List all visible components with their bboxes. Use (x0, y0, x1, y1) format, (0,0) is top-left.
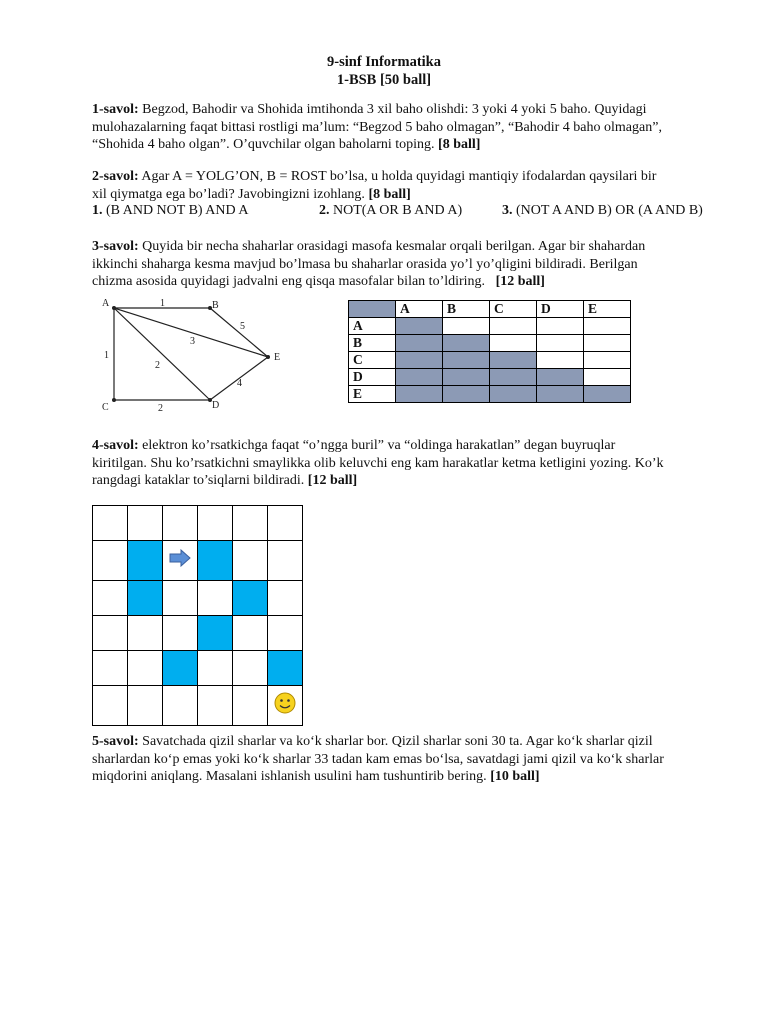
question-5 (92, 733, 732, 786)
q2-option-1-num: 1. (92, 203, 103, 218)
maze-row (93, 541, 303, 581)
maze-obstacle-cell (268, 651, 303, 686)
table-row (349, 369, 631, 386)
q5-line-2: sharlardan ko‘p emas yoki ko‘k sharlar 33 tadan kam emas bo‘lsa, savatdagi jami qizil va ko‘k sharlar (92, 751, 664, 767)
table-row (349, 386, 631, 403)
node-e (266, 355, 270, 359)
node-label-b: B (212, 300, 219, 311)
maze-cell (128, 506, 163, 541)
q2-points: [8 ball] (368, 186, 411, 202)
q2-option-2-text: NOT(A OR B AND A) (333, 203, 463, 218)
col-header: A (396, 301, 443, 318)
maze-obstacle-cell (163, 651, 198, 686)
q4-line-1: elektron ko’rsatkichga faqat “o’ngga buril” va “oldinga harakatlan” degan buyruqlar (142, 438, 616, 453)
q2-options (92, 203, 742, 221)
table-cell-shaded (396, 335, 443, 352)
q2-option-1 (92, 203, 248, 219)
table-row (349, 352, 631, 369)
maze-cell (93, 651, 128, 686)
distance-table (348, 300, 631, 403)
q3-line-3: chizma asosida quyidagi jadvalni eng qisqa masofalar bilan to’ldiring. (92, 274, 486, 289)
maze-row (93, 581, 303, 616)
q2-option-1-text: (B AND NOT B) AND A (106, 203, 249, 218)
node-label-d: D (212, 400, 220, 411)
maze-obstacle-cell (128, 541, 163, 581)
node-label-a: A (102, 298, 110, 309)
table-cell-empty (537, 335, 584, 352)
q1-line-3: “Shohida 4 baho olgan”. O’quvchilar olgan baholarni toping. (92, 137, 435, 152)
weight-b-e: 5 (240, 321, 245, 332)
maze-cell (128, 651, 163, 686)
table-row (349, 318, 631, 335)
maze-cell (93, 686, 128, 726)
weight-d-e: 4 (237, 378, 242, 389)
table-cell-empty (490, 335, 537, 352)
edge-a-d (114, 308, 210, 400)
smiley-icon (268, 686, 302, 720)
q4-line-2: kiritilgan. Shu ko’rsatkichni smaylikka olib keluvchi eng kam harakatlar ketma ketligini yozing. Ko’k (92, 455, 664, 471)
table-cell-empty (537, 352, 584, 369)
maze-cell (268, 541, 303, 581)
table-cell-shaded (396, 369, 443, 386)
maze-cell (93, 541, 128, 581)
table-cell-shaded (537, 369, 584, 386)
table-header-row (349, 301, 631, 318)
q5-label: 5-savol: (92, 734, 139, 749)
question-4 (92, 437, 732, 490)
maze-cell (268, 616, 303, 651)
table-cell-shaded (584, 386, 631, 403)
edge-a-e (114, 308, 268, 357)
q2-label: 2-savol: (92, 169, 139, 184)
table-cell-shaded (396, 386, 443, 403)
weight-a-e: 3 (190, 336, 195, 347)
q5-line-3: miqdorini aniqlang. Masalani ishlanish usulini ham tushuntirib bering. (92, 769, 487, 784)
q2-line-1: Agar A = YOLG’ON, B = ROST bo’lsa, u holda quyidagi mantiqiy ifodalardan qaysilari bir (141, 169, 657, 184)
weight-a-c: 1 (104, 350, 109, 361)
maze-cell (198, 581, 233, 616)
maze-cell (268, 506, 303, 541)
table-cell-shaded (443, 386, 490, 403)
table-cell-shaded (396, 318, 443, 335)
q2-option-2-num: 2. (319, 203, 330, 218)
maze-cell (163, 616, 198, 651)
row-header: A (349, 318, 396, 335)
maze-cell (268, 581, 303, 616)
table-cell-shaded (490, 386, 537, 403)
col-header: B (443, 301, 490, 318)
maze-cell (163, 686, 198, 726)
question-1 (92, 101, 732, 154)
maze-obstacle-cell (233, 581, 268, 616)
q4-points: [12 ball] (307, 473, 358, 488)
q3-line-2: ikkinchi shaharga kesma mavjud bo’lmasa bu shaharlar orasida yo’l yo’qligini bildiradi. Berilgan (92, 256, 638, 272)
table-cell-empty (443, 318, 490, 335)
maze-cell (233, 616, 268, 651)
table-cell-empty (584, 352, 631, 369)
maze-cell (128, 616, 163, 651)
maze-obstacle-cell (128, 581, 163, 616)
arrow-right-icon (163, 541, 197, 575)
q5-line-1: Savatchada qizil sharlar va ko‘k sharlar bor. Qizil sharlar soni 30 ta. Agar ko‘k sharlar qizil (142, 734, 653, 749)
maze-cell (198, 686, 233, 726)
maze-cell (163, 581, 198, 616)
col-header: C (490, 301, 537, 318)
q3-points: [12 ball] (495, 274, 545, 289)
q1-line-2: mulohazalarning faqat bittasi rostligi ma’lum: “Begzod 5 baho olmagan”, “Bahodir 4 baho olmagan”, (92, 119, 662, 135)
maze-row (93, 686, 303, 726)
node-c (112, 398, 116, 402)
maze-cell (128, 686, 163, 726)
maze-cell (93, 581, 128, 616)
table-cell-shaded (443, 369, 490, 386)
maze-start-cell (163, 541, 198, 581)
maze-cell (233, 506, 268, 541)
doc-subtitle: 1-BSB [50 ball] (336, 72, 432, 88)
maze-cell (233, 541, 268, 581)
maze-cell (93, 616, 128, 651)
q2-option-3 (502, 203, 703, 219)
weight-a-d: 2 (155, 360, 160, 371)
row-header: B (349, 335, 396, 352)
col-header: D (537, 301, 584, 318)
q1-label: 1-savol: (92, 102, 139, 117)
q2-line-2: xil qiymatga ega bo’ladi? Javobingizni izohlang. (92, 186, 365, 202)
maze-cell (198, 651, 233, 686)
q1-points: [8 ball] (438, 137, 481, 152)
maze-cell (233, 686, 268, 726)
node-label-c: C (102, 402, 109, 413)
table-cell-shaded (490, 369, 537, 386)
q4-line-3: rangdagi kataklar to’siqlarni bildiradi. (92, 473, 305, 488)
table-cell-shaded (537, 386, 584, 403)
row-header: D (349, 369, 396, 386)
maze-obstacle-cell (198, 541, 233, 581)
maze-goal-cell (268, 686, 303, 726)
q2-option-3-text: (NOT A AND B) OR (A AND B) (516, 203, 703, 218)
col-header: E (584, 301, 631, 318)
maze-row (93, 506, 303, 541)
row-header: C (349, 352, 396, 369)
maze-row (93, 616, 303, 651)
maze-obstacle-cell (198, 616, 233, 651)
maze-cell (163, 506, 198, 541)
table-cell-empty (537, 318, 584, 335)
table-cell-empty (584, 335, 631, 352)
table-corner (349, 301, 396, 318)
row-header: E (349, 386, 396, 403)
table-cell-shaded (396, 352, 443, 369)
table-cell-shaded (443, 335, 490, 352)
table-cell-empty (584, 369, 631, 386)
node-label-e: E (274, 352, 281, 363)
table-cell-shaded (490, 352, 537, 369)
maze-grid (92, 505, 303, 726)
doc-title: 9-sinf Informatika (327, 54, 441, 70)
q2-option-3-num: 3. (502, 203, 513, 218)
weight-a-b: 1 (160, 298, 165, 309)
node-a (112, 306, 116, 310)
table-cell-empty (490, 318, 537, 335)
maze-cell (233, 651, 268, 686)
maze-cell (93, 506, 128, 541)
maze-row (93, 651, 303, 686)
table-cell-shaded (443, 352, 490, 369)
q3-label: 3-savol: (92, 239, 139, 254)
q4-label: 4-savol: (92, 438, 139, 453)
maze-cell (198, 506, 233, 541)
q3-line-1: Quyida bir necha shaharlar orasidagi masofa kesmalar orqali berilgan. Agar bir shahardan (142, 239, 646, 254)
table-row (349, 335, 631, 352)
question-3 (92, 238, 732, 291)
edge-b-e (210, 308, 268, 357)
weight-c-d: 2 (158, 403, 163, 414)
q1-line-1: Begzod, Bahodir va Shohida imtihonda 3 xil baho olishdi: 3 yoki 4 yoki 5 baho. Quyidagi (142, 102, 647, 117)
table-cell-empty (584, 318, 631, 335)
city-graph (92, 296, 292, 416)
question-2 (92, 168, 732, 203)
q5-points: [10 ball] (490, 769, 540, 784)
q2-option-2 (319, 203, 462, 219)
